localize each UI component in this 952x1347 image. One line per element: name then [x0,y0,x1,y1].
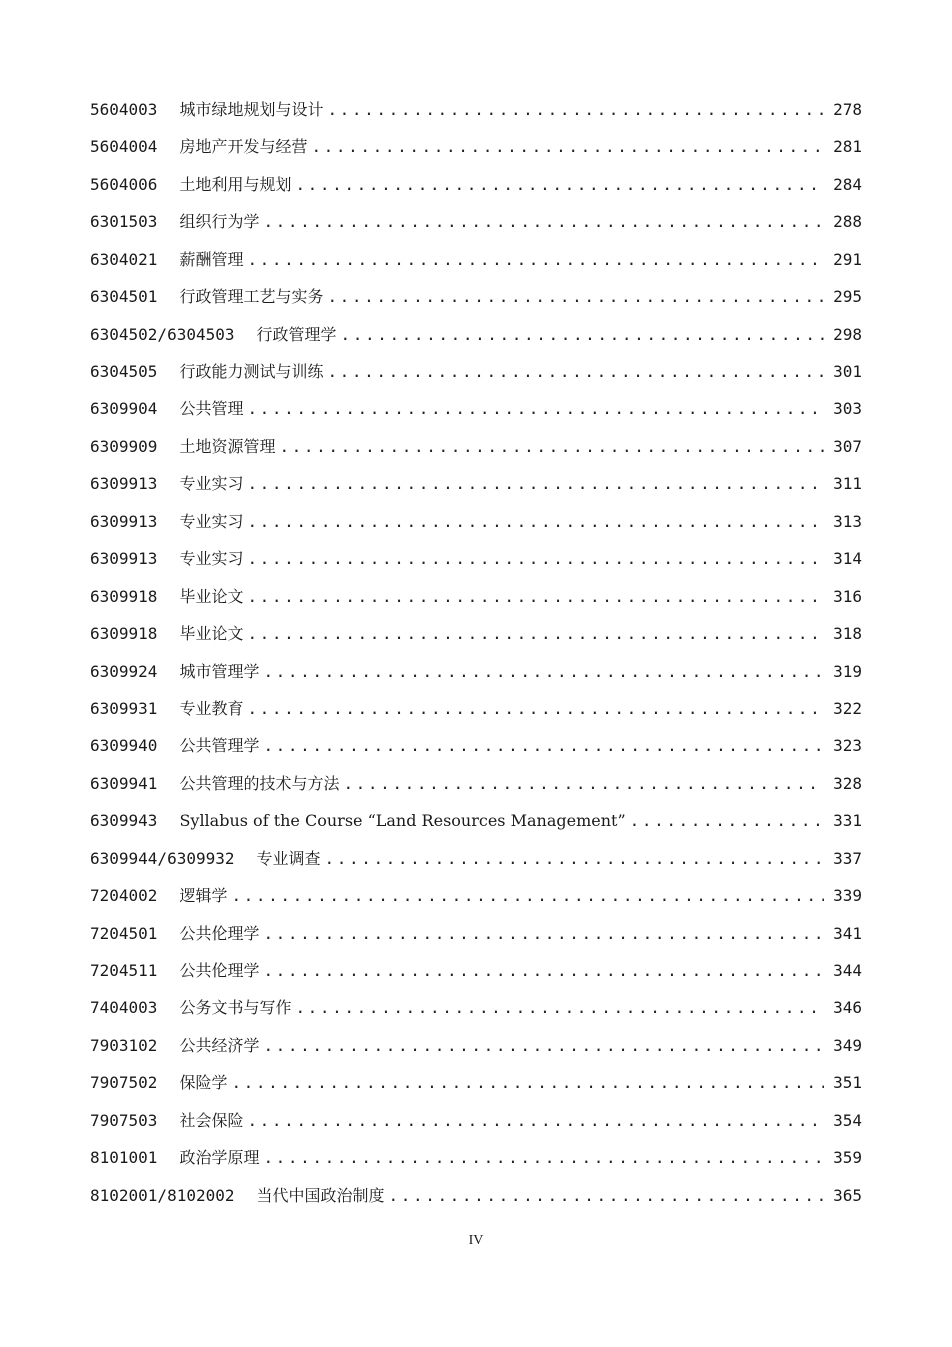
course-title: 公共经济学 [179,1035,260,1055]
page-ref: 322 [833,698,862,718]
dot-leader [247,241,824,278]
toc-entry[interactable] [90,128,862,165]
course-title: 社会保险 [179,1110,244,1130]
dot-leader [247,503,824,540]
page-ref: 337 [833,848,862,868]
dot-leader [247,540,824,577]
dot-leader [630,802,824,839]
course-title: 专业实习 [179,474,244,494]
course-title: 专业实习 [179,549,244,569]
page-ref: 278 [833,99,862,119]
course-code: 7204002 [90,886,158,906]
dot-leader [327,353,824,390]
course-code: 5604004 [90,137,158,157]
course-title: 保险学 [179,1073,228,1093]
toc-entry[interactable] [90,1102,862,1139]
page-ref: 303 [833,399,862,419]
page-ref: 291 [833,249,862,269]
dot-leader [327,91,824,128]
course-title: Syllabus of the Course “Land Resources Management” [179,811,626,831]
course-code: 6309940 [90,736,158,756]
page-ref: 328 [833,773,862,793]
toc-entry[interactable] [90,241,862,278]
dot-leader [263,1027,824,1064]
toc-entry[interactable] [90,278,862,315]
course-code: 6309913 [90,511,158,531]
course-title: 政治学原理 [179,1148,260,1168]
course-title: 组织行为学 [179,212,260,232]
course-title: 行政管理学 [256,324,337,344]
toc-entry[interactable] [90,765,862,802]
course-code: 6304502/6304503 [90,324,235,344]
toc-entry[interactable] [90,915,862,952]
course-code: 7903102 [90,1035,158,1055]
course-code: 8102001/8102002 [90,1185,235,1205]
page-ref: 365 [833,1185,862,1205]
toc-entry[interactable] [90,503,862,540]
course-title: 城市绿地规划与设计 [179,99,324,119]
course-title: 毕业论文 [179,624,244,644]
toc-entry[interactable] [90,1064,862,1101]
course-code: 6304021 [90,249,158,269]
page-ref: 313 [833,511,862,531]
page-ref: 316 [833,586,862,606]
dot-leader [389,1177,824,1214]
toc-entry[interactable] [90,653,862,690]
course-code: 6309918 [90,624,158,644]
course-code: 6309904 [90,399,158,419]
toc-entry[interactable] [90,1139,862,1176]
course-code: 6301503 [90,212,158,232]
page-ref: 295 [833,287,862,307]
page-ref: 301 [833,362,862,382]
dot-leader [247,578,824,615]
course-title: 毕业论文 [179,586,244,606]
page-ref: 354 [833,1110,862,1130]
course-title: 公共伦理学 [179,961,260,981]
table-of-contents [90,91,862,1214]
dot-leader [263,653,824,690]
course-title: 土地利用与规划 [179,174,292,194]
toc-entry[interactable] [90,465,862,502]
page-ref: 359 [833,1148,862,1168]
course-title: 当代中国政治制度 [256,1185,385,1205]
dot-leader [247,465,824,502]
course-title: 专业调查 [256,848,321,868]
course-title: 土地资源管理 [179,436,276,456]
course-title: 城市管理学 [179,661,260,681]
course-code: 7907502 [90,1073,158,1093]
dot-leader [327,278,824,315]
dot-leader [295,989,824,1026]
page-ref: 323 [833,736,862,756]
dot-leader [247,615,824,652]
toc-entry[interactable] [90,802,862,839]
page-ref: 288 [833,212,862,232]
course-code: 5604006 [90,174,158,194]
page-ref: 318 [833,624,862,644]
course-code: 8101001 [90,1148,158,1168]
toc-entry[interactable] [90,1177,862,1214]
course-title: 专业教育 [179,698,244,718]
course-title: 专业实习 [179,511,244,531]
course-code: 6309943 [90,811,158,831]
dot-leader [263,727,824,764]
page-ref: 298 [833,324,862,344]
dot-leader [311,128,824,165]
course-title: 公共管理 [179,399,244,419]
page-ref: 344 [833,961,862,981]
toc-entry[interactable] [90,952,862,989]
page-ref: 341 [833,923,862,943]
course-code: 6309924 [90,661,158,681]
toc-entry[interactable] [90,840,862,877]
page-ref: 314 [833,549,862,569]
dot-leader [247,390,824,427]
course-code: 7907503 [90,1110,158,1130]
dot-leader [263,952,824,989]
dot-leader [263,1139,824,1176]
course-code: 7204501 [90,923,158,943]
page-number: IV [468,1233,484,1248]
toc-entry[interactable] [90,353,862,390]
course-title: 公共管理的技术与方法 [179,773,340,793]
page-ref: 319 [833,661,862,681]
course-title: 行政管理工艺与实务 [179,287,324,307]
page-ref: 284 [833,174,862,194]
dot-leader [279,428,824,465]
course-code: 6309909 [90,436,158,456]
course-title: 公务文书与写作 [179,998,292,1018]
toc-entry[interactable] [90,540,862,577]
course-title: 逻辑学 [179,886,228,906]
dot-leader [231,1064,824,1101]
dot-leader [341,316,824,353]
page-ref: 281 [833,137,862,157]
toc-entry[interactable] [90,203,862,240]
dot-leader [295,166,824,203]
page-ref: 331 [833,811,862,831]
dot-leader [247,690,824,727]
toc-entry[interactable] [90,578,862,615]
toc-entry[interactable] [90,428,862,465]
course-code: 5604003 [90,99,158,119]
course-code: 6304501 [90,287,158,307]
course-code: 6309913 [90,549,158,569]
dot-leader [231,877,824,914]
toc-entry[interactable] [90,877,862,914]
course-code: 6309941 [90,773,158,793]
dot-leader [343,765,824,802]
dot-leader [263,915,824,952]
page-ref: 307 [833,436,862,456]
course-code: 6304505 [90,362,158,382]
course-code: 7204511 [90,961,158,981]
toc-entry[interactable] [90,690,862,727]
page-ref: 339 [833,886,862,906]
page-ref: 351 [833,1073,862,1093]
dot-leader [325,840,824,877]
toc-entry[interactable] [90,1027,862,1064]
toc-entry[interactable] [90,316,862,353]
toc-entry[interactable] [90,727,862,764]
course-title: 公共管理学 [179,736,260,756]
course-code: 6309913 [90,474,158,494]
toc-entry[interactable] [90,166,862,203]
toc-entry[interactable] [90,91,862,128]
course-code: 7404003 [90,998,158,1018]
course-title: 行政能力测试与训练 [179,362,324,382]
course-code: 6309918 [90,586,158,606]
course-title: 房地产开发与经营 [179,137,308,157]
toc-entry[interactable] [90,990,862,1027]
page-ref: 311 [833,474,862,494]
toc-entry[interactable] [90,391,862,428]
course-code: 6309944/6309932 [90,848,235,868]
toc-entry[interactable] [90,615,862,652]
course-title: 公共伦理学 [179,923,260,943]
dot-leader [263,203,824,240]
course-code: 6309931 [90,698,158,718]
page-ref: 346 [833,998,862,1018]
page-ref: 349 [833,1035,862,1055]
course-title: 薪酬管理 [179,249,244,269]
dot-leader [247,1102,824,1139]
